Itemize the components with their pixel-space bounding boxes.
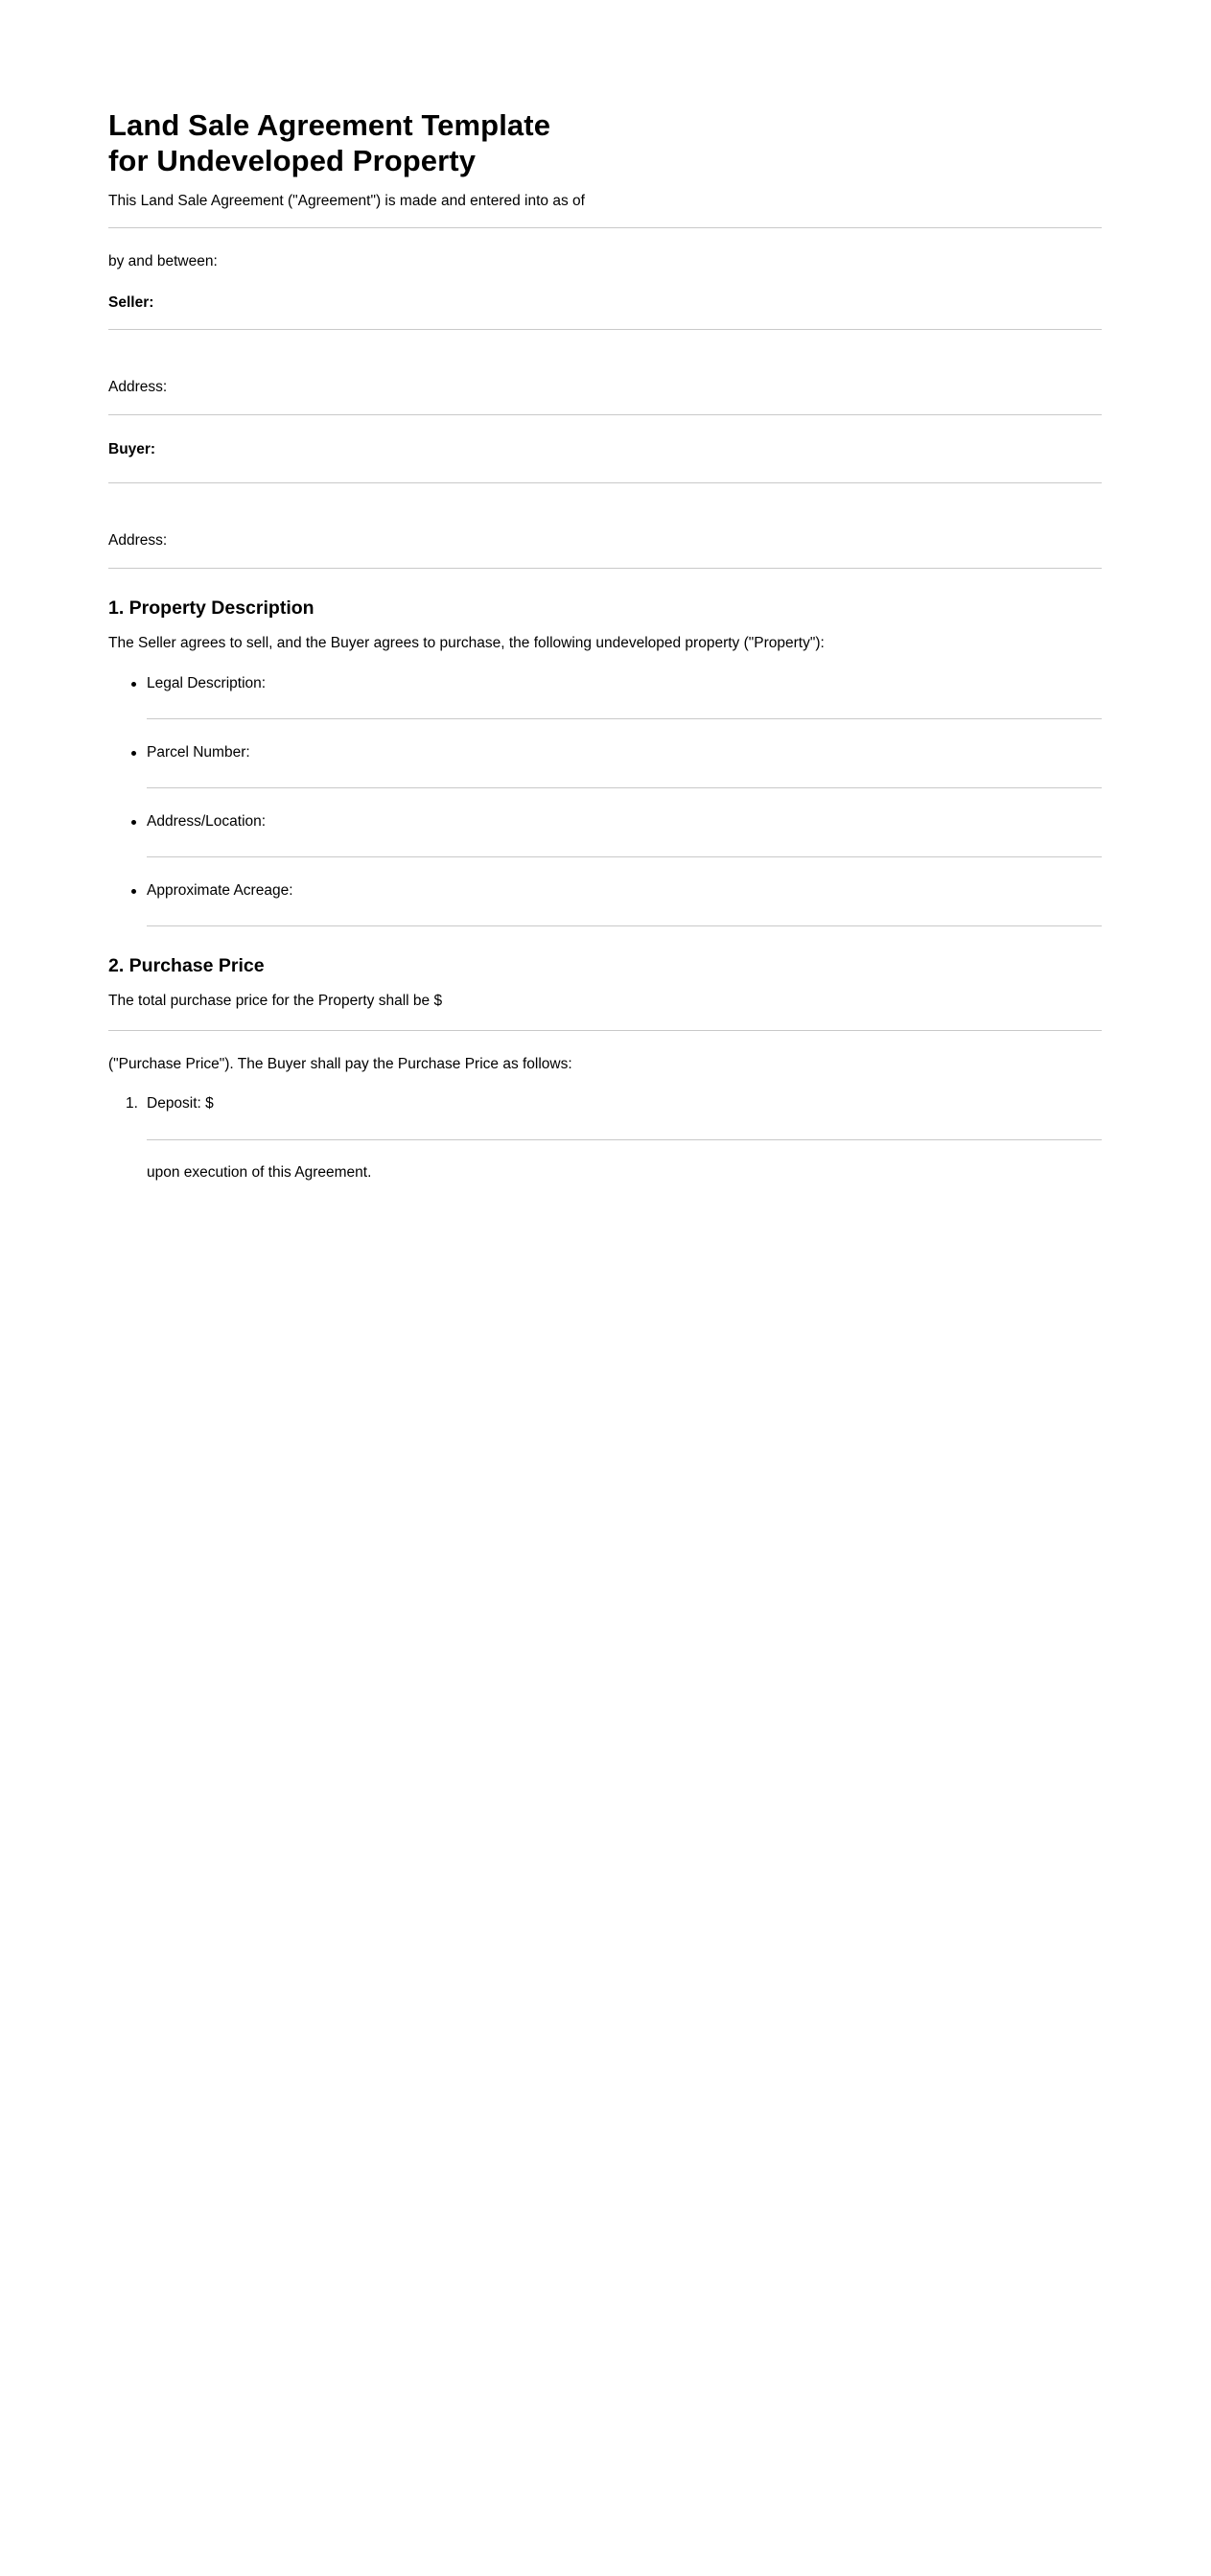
document-viewport [0,0,1211,1247]
title-line-1: Land Sale Agreement Template [108,108,551,142]
property-description-list-3 [108,812,1102,831]
section-2-intro: The total purchase price for the Property shall be $ [108,993,443,1009]
bullet-icon [131,682,136,687]
seller-address-label: Address: [108,379,168,395]
list-item [108,674,1102,693]
parcel-number-label: Parcel Number: [147,744,250,761]
bullet-icon [131,889,136,894]
address-location-label: Address/Location: [147,813,267,830]
intro-text: This Land Sale Agreement ("Agreement") is made and entered into as of [108,193,585,209]
section-2-continuation: ("Purchase Price"). The Buyer shall pay the Purchase Price as follows: [108,1056,572,1072]
property-description-list [108,674,1102,693]
list-item [108,743,1102,762]
list-item [108,881,1102,901]
legal-description-label: Legal Description: [147,675,267,691]
deposit-label: Deposit: $ [147,1095,214,1112]
list-item [108,812,1102,831]
payment-terms-list [108,1094,1102,1113]
deposit-cutoff-text: upon execution of this Agreement. [147,1164,372,1181]
bullet-icon [131,820,136,825]
bullet-icon [131,751,136,756]
buyer-label: Buyer: [108,441,156,457]
list-number: 1. [126,1095,138,1112]
property-description-list-2 [108,743,1102,762]
section-2-heading: 2. Purchase Price [108,955,265,976]
section-1-heading: 1. Property Description [108,597,314,619]
seller-label: Seller: [108,294,154,311]
approximate-acreage-label: Approximate Acreage: [147,882,293,899]
list-item [108,1094,1102,1113]
buyer-address-label: Address: [108,532,168,549]
property-description-list-4 [108,881,1102,901]
between-text: by and between: [108,253,218,269]
title-line-2: for Undeveloped Property [108,144,477,177]
document-title [108,107,1102,178]
section-1-intro: The Seller agrees to sell, and the Buyer agrees to purchase, the following undeveloped property ("Property"): [108,635,825,651]
agreement-document [108,107,1102,1183]
